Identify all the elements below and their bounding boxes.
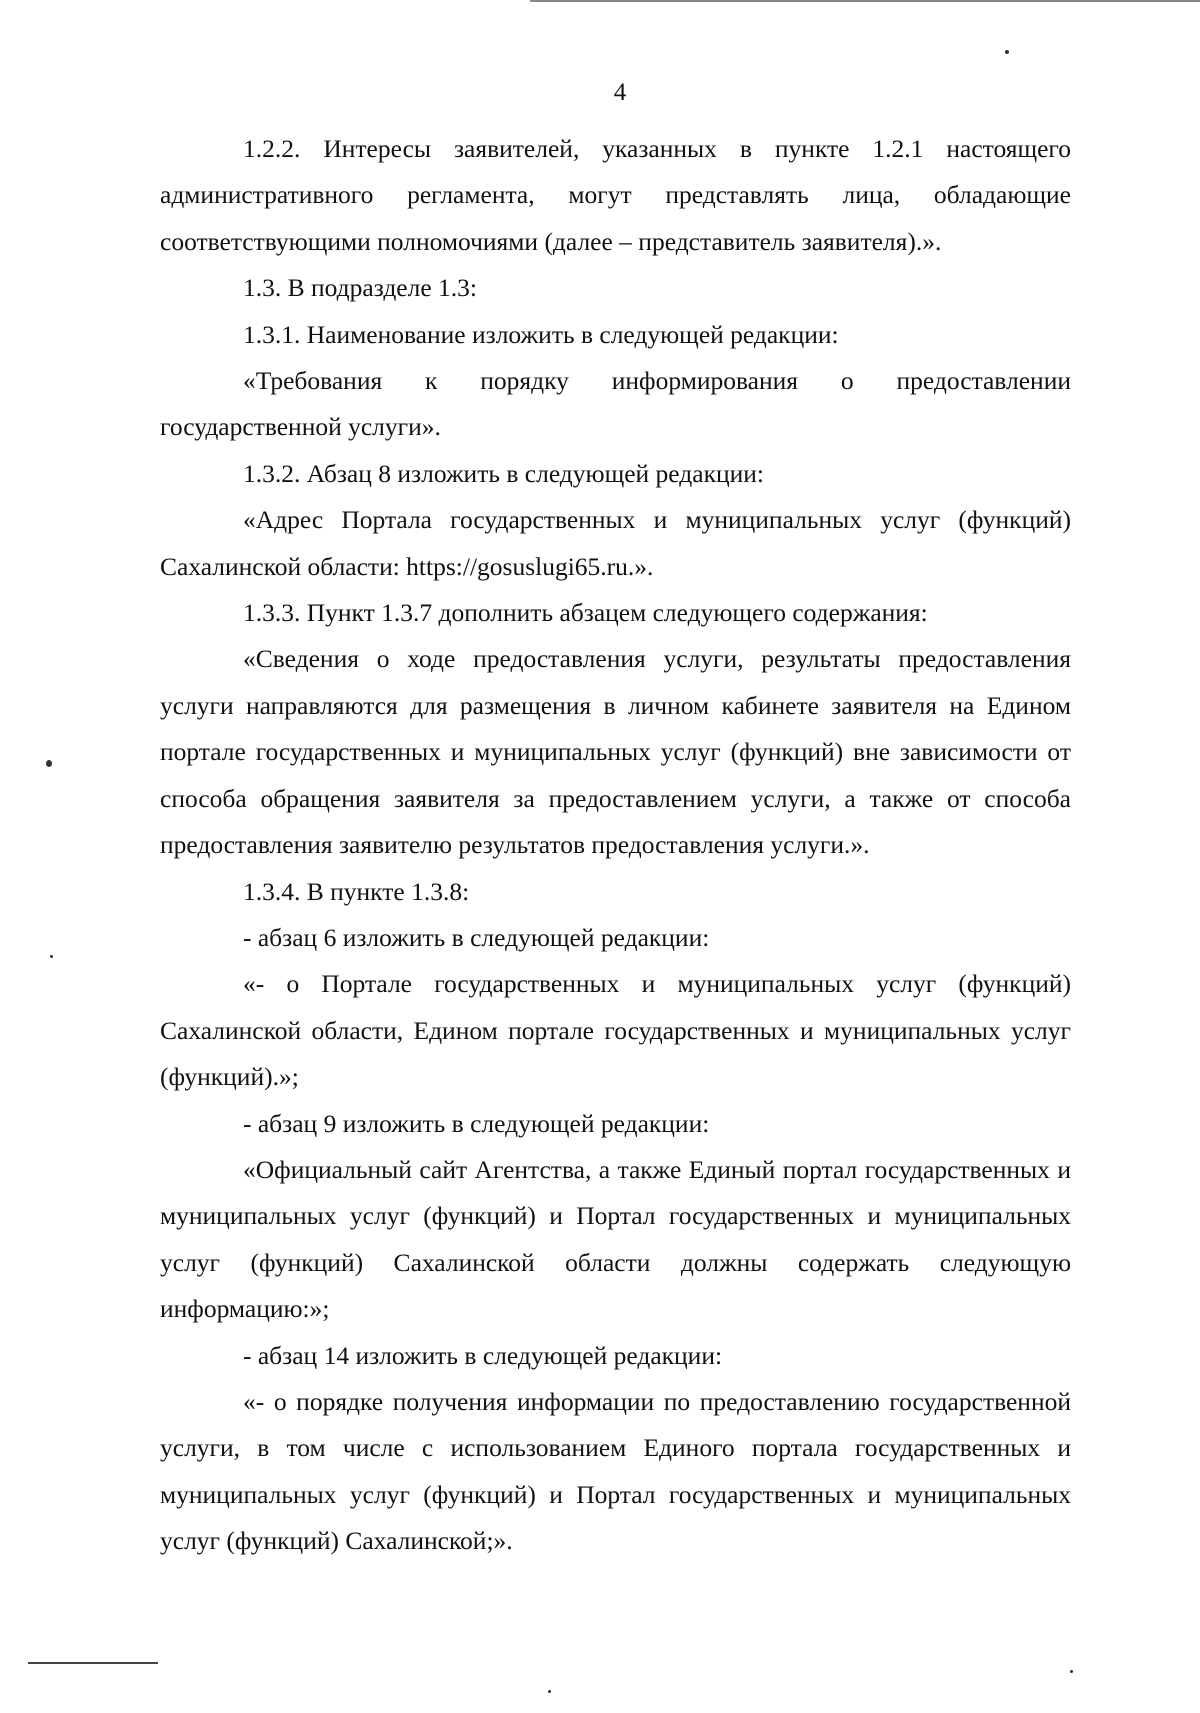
- paragraph-1-3-1: 1.3.1. Наименование изложить в следующей редакции:: [243, 319, 839, 349]
- scan-speck: [46, 760, 52, 767]
- paragraph-abzac-6: - абзац 6 изложить в следующей редакции:: [243, 922, 710, 952]
- scan-speck: [50, 955, 53, 958]
- paragraph-1-3-1-quote: «Требования к порядку информирования о предоставлении государственной услуги».: [160, 366, 1071, 442]
- bottom-footnote-line: [28, 1662, 158, 1664]
- page-number: 4: [613, 79, 627, 106]
- paragraph-1-3-3: 1.3.3. Пункт 1.3.7 дополнить абзацем следующего содержания:: [243, 598, 928, 628]
- scan-speck: [1070, 1670, 1073, 1673]
- paragraph-abzac-9: - абзац 9 изложить в следующей редакции:: [243, 1108, 710, 1138]
- paragraph-abzac-14: - абзац 14 изложить в следующей редакции:: [243, 1340, 723, 1370]
- paragraph-1-2-2: 1.2.2. Интересы заявителей, указанных в пункте 1.2.1 настоящего административного регламента, могут представлять лица, обладающие соответствующими полномочиями (далее – представитель заявителя).».: [160, 134, 1071, 256]
- paragraph-abzac-6-quote: «- о Портале государственных и муниципальных услуг (функций) Сахалинской области, Едином портале государственных и муниципальных услуг (функций).»;: [160, 969, 1071, 1092]
- paragraph-abzac-9-quote: «Официальный сайт Агентства, а также Единый портал государственных и муниципальных услуг (функций) и Портал государственных и муниципальных услуг (функций) Сахалинской области должны содержать следующую информацию:»;: [160, 1154, 1071, 1324]
- paragraph-abzac-14-quote: «- о порядке получения информации по предоставлению государственной услуги, в том числе с использованием Единого портала государственных и муниципальных услуг (функций) и Портал государственных и муниципальных услуг (функций) Сахалинской;».: [160, 1386, 1071, 1556]
- paragraph-1-3-4: 1.3.4. В пункте 1.3.8:: [243, 876, 470, 906]
- paragraph-1-3-2-quote: «Адрес Портала государственных и муниципальных услуг (функций) Сахалинской области: https://gosuslugi65.ru.».: [160, 505, 1071, 581]
- scan-speck: [1005, 50, 1009, 54]
- paragraph-1-3-3-quote: «Сведения о ходе предоставления услуги, результаты предоставления услуги направляются для размещения в личном кабинете заявителя на Едином портале государственных и муниципальных услуг (функций) вне зависимости от способа обращения заявителя за предоставлением услуги, а также от способа предоставления заявителю результатов предоставления услуги.».: [160, 644, 1071, 860]
- paragraph-1-3-2: 1.3.2. Абзац 8 изложить в следующей редакции:: [243, 458, 764, 488]
- scan-speck: [548, 1690, 551, 1693]
- document-body: [160, 126, 1071, 1565]
- top-border-line: [530, 0, 1200, 2]
- paragraph-1-3: 1.3. В подразделе 1.3:: [243, 273, 477, 303]
